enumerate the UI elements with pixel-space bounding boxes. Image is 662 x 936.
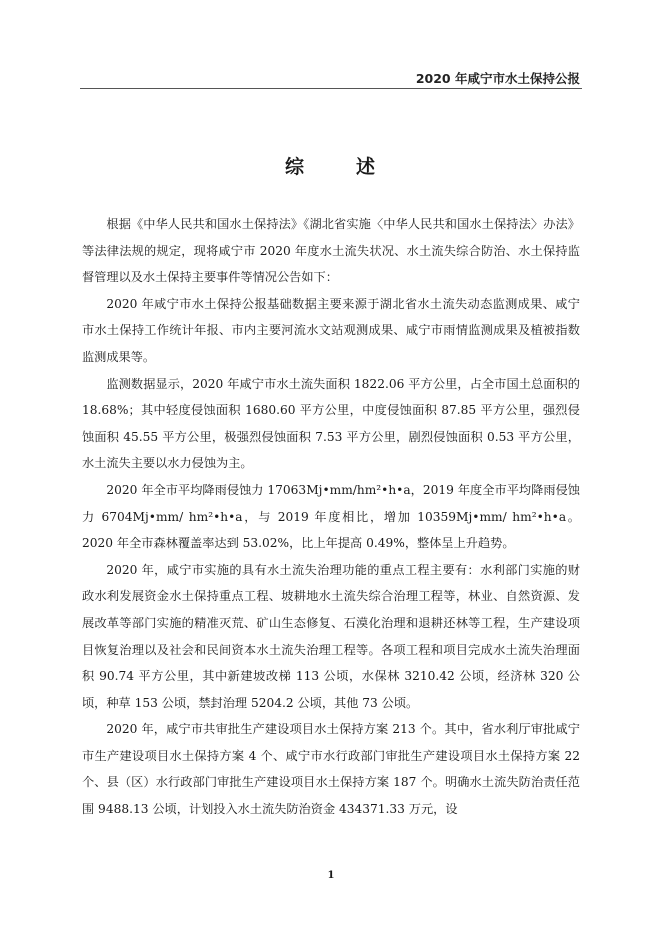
- paragraph-data-source: 2020 年咸宁市水土保持公报基础数据主要来源于湖北省水土流失动态监测成果、咸宁市水土保持工作统计年报、市内主要河流水文站观测成果、咸宁市雨情监测成果及植被指数监测成果等。: [82, 296, 580, 364]
- header-rule: [80, 88, 582, 89]
- body-text: [82, 211, 580, 823]
- page-number: 1: [327, 870, 335, 881]
- paragraph-intro: 根据《中华人民共和国水土保持法》《湖北省实施〈中华人民共和国水土保持法〉办法》等法律法规的规定，现将咸宁市 2020 年度水土流失状况、水土流失综合防治、水土保持监督管理以及水土保持主要事件等情况公告如下：: [82, 217, 580, 285]
- paragraph-key-projects: 2020 年，咸宁市实施的具有水土流失治理功能的重点工程主要有：水利部门实施的财政水利发展资金水土保持重点工程、坡耕地水土流失综合治理工程等，林业、自然资源、发展改革等部门实施的精准灭荒、矿山生态修复、石漠化治理和退耕还林等工程，生产建设项目恢复治理以及社会和民间资本水土流失治理工程等。各项工程和项目完成水土流失治理面积 90.74 平方公里，其中新建坡改梯 113 公顷，水保林 3210.42 公顷，经济林 320 公顷，种草 153 公顷，禁封治理 5204.2 公顷，其他 73 公顷。: [82, 562, 580, 710]
- paragraph-erosion-area: 监测数据显示，2020 年咸宁市水土流失面积 1822.06 平方公里，占全市国土总面积的 18.68%；其中轻度侵蚀面积 1680.60 平方公里，中度侵蚀面积 87.85 平方公里，强烈侵蚀面积 45.55 平方公里，极强烈侵蚀面积 7.53 平方公里，剧烈侵蚀面积 0.53 平方公里，水土流失主要以水力侵蚀为主。: [82, 376, 580, 471]
- paragraph-rainfall-erosivity: 2020 年全市平均降雨侵蚀力 17063Mj•mm/hm²•h•a，2019 年度全市平均降雨侵蚀力 6704Mj•mm/ hm²•h•a，与 2019 年度相比，增加 10359Mj•mm/ hm²•h•a。2020 年全市森林覆盖率达到 53.02%，比上年提高 0.49%，整体呈上升趋势。: [82, 482, 580, 551]
- section-title-char-1: 综: [284, 156, 306, 178]
- running-header: 2020 年咸宁市水土保持公报: [415, 71, 580, 86]
- section-title-char-2: 述: [356, 156, 378, 178]
- paragraph-approvals: 2020 年，咸宁市共审批生产建设项目水土保持方案 213 个。其中，省水利厅审批咸宁市生产建设项目水土保持方案 4 个、咸宁市水行政部门审批生产建设项目水土保持方案 22 个、县（区）水行政部门审批生产建设项目水土保持方案 187 个。明确水土流失防治责任范围 9488.13 公顷，计划投入水土流失防治资金 434371.33 万元，设: [82, 722, 580, 817]
- section-title: [0, 152, 662, 179]
